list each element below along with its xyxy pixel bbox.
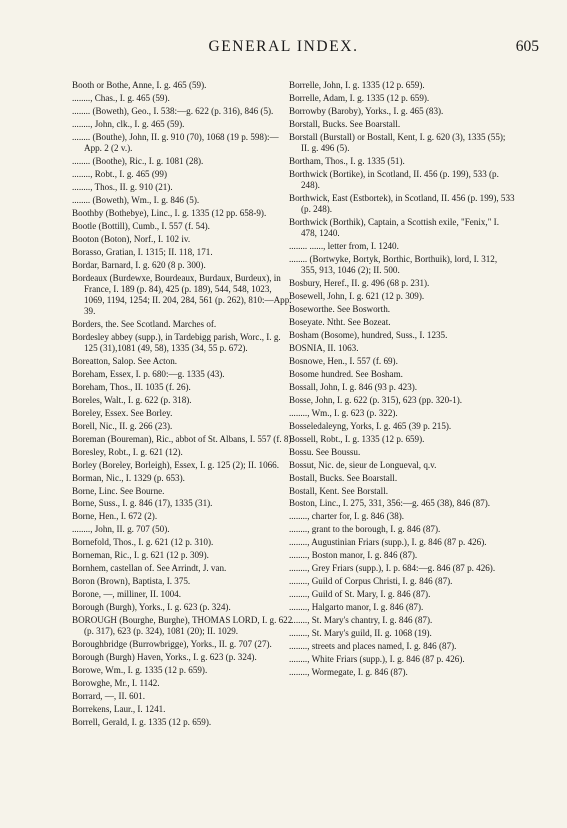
index-entry: ........ (Boweth), Geo., I. 538:—g. 622 (p. 316), 846 (5). [72, 105, 274, 116]
index-entry: ........ (Boothe), Ric., I. g. 1081 (28). [72, 155, 204, 166]
index-entry: Boresley, Robt., I. g. 621 (12). [72, 446, 183, 457]
index-entry: ........, Wm., I. g. 623 (p. 322). [289, 407, 398, 418]
index-entry: Borough (Burgh) Haven, Yorks., I. g. 623 (p. 324). [72, 652, 257, 663]
index-entry: Borrekens, Laur., I. 1241. [72, 703, 166, 714]
index-entry: ........, Guild of Corpus Christi, I. g. 846 (87). [289, 576, 453, 587]
index-entry: ........, John, clk., I. g. 465 (59). [72, 118, 185, 129]
index-entry: ........, Halgarto manor, I. g. 846 (87). [289, 602, 424, 613]
index-entry: ........ (Boweth), Wm., I. g. 846 (5). [72, 194, 200, 205]
index-entry: Borne, Hen., I. 672 (2). [72, 511, 158, 522]
index-entry: Borthwick (Bortike), in Scotland, II. 456 (p. 199), 533 (p. 248). [289, 168, 499, 191]
index-entry: Borowe, Wm., I. g. 1335 (12 p. 659). [72, 665, 208, 676]
index-entry: ........, streets and places named, I. g. 846 (87). [289, 640, 457, 651]
index-entry: Borders, the. See Scotland. Marches of. [72, 318, 217, 329]
index-entry: Bossu. See Boussu. [289, 446, 361, 457]
index-entry: ........ (Bortwyke, Bortyk, Borthic, Borthuik), lord, I. 312, 355, 913, 1046 (2); II. 500. [289, 254, 498, 276]
index-entry: ........, John, II. g. 707 (50). [72, 524, 170, 535]
index-entry: Boothby (Bothebye), Linc., I. g. 1335 (12 pp. 658-9). [72, 207, 267, 218]
index-entry: Borough (Burgh), Yorks., I. g. 623 (p. 324). [72, 602, 231, 613]
index-entry: Bordar, Barnard, I. g. 620 (8 p. 300). [72, 259, 206, 270]
index-entry: ........, St. Mary's guild, II. g. 1068 (19). [289, 628, 432, 638]
index-entry: BOROUGH (Bourghe, Burghe), THOMAS LORD, I. g. 622 (p. 317), 623 (p. 324), 1081 (20); II. 1029. [72, 615, 293, 637]
index-entry: Borstall, Bucks. See Boarstall. [289, 118, 401, 129]
index-entry: Bosseledaleyng, Yorks, I. g. 465 (39 p. 215). [289, 420, 452, 431]
index-entry: Boron (Brown), Baptista, I. 375. [72, 576, 191, 587]
index-entry: Borrowby (Baroby), Yorks., I. g. 465 (83). [289, 105, 444, 116]
index-entry: Borne, Linc. See Bourne. [72, 485, 165, 496]
index-entry: Booth or Bothe, Anne, I. g. 465 (59). [72, 80, 207, 90]
index-entry: Boseworthe. See Bosworth. [289, 304, 391, 315]
index-entry: Boston, Linc., I. 275, 331, 356:—g. 465 (38), 846 (87). [289, 498, 491, 509]
index-entry: Boseyate. Ntht. See Bozeat. [289, 317, 391, 328]
index-entry: ........, Augustinian Friars (supp.), I. g. 846 (87 p. 426). [289, 537, 487, 548]
index-entry: BOSNIA, II. 1063. [289, 343, 359, 354]
index-entry: Boreham, Thos., II. 1035 (f. 26). [72, 381, 191, 392]
index-entry: Bosewell, John, I. g. 621 (12 p. 309). [289, 291, 425, 302]
index-entry: ........, Guild of St. Mary, I. g. 846 (87). [289, 589, 431, 600]
index-entry: Bosbury, Heref., II. g. 496 (68 p. 231). [289, 278, 430, 289]
index-entry: Borrelle, John, I. g. 1335 (12 p. 659). [289, 80, 425, 90]
page-number: 605 [515, 38, 539, 55]
index-entry: Bortham, Thos., I. g. 1335 (51). [289, 155, 405, 166]
index-entry: Borley (Boreley, Borleigh), Essex, I. g. 125 (2); II. 1066. [72, 459, 280, 470]
index-entry: ........, Wormegate, I. g. 846 (87). [289, 666, 408, 677]
index-entry: ........, St. Mary's chantry, I. g. 846 (87). [289, 615, 433, 626]
index-entry: Bordesley abbey (supp.), in Tardebigg parish, Worc., I. g. 125 (31),1081 (49, 58), 1335 (34, 55 p. 672). [72, 331, 281, 354]
index-entry: Borthwick, East (Estbortek), in Scotland, II. 456 (p. 199), 533 (p. 248). [289, 192, 515, 215]
index-entry: Bosse, John, I. g. 622 (p. 315), 623 (pp. 320-1). [289, 394, 463, 405]
index-entry: Bostall, Kent. See Borstall. [289, 485, 389, 496]
index-entry: Bossell, Robt., I. g. 1335 (12 p. 659). [289, 433, 425, 444]
index-entry: ........, White Friars (supp.), I. g. 846 (87 p. 426). [289, 653, 465, 664]
index-entry: ........, Boston manor, I. g. 846 (87). [289, 550, 418, 561]
index-entry: ........, Robt., I. g. 465 (99) [72, 168, 167, 179]
index-entry: Bosham (Bosome), hundred, Suss., I. 1235. [289, 330, 448, 341]
index-entry: Bornefold, Thos., I. g. 621 (12 p. 310). [72, 537, 214, 548]
index-entry: Borasso, Gratian, I. 1315; II. 118, 171. [72, 246, 213, 257]
index-entry: Bosnowe, Hen., I. 557 (f. 69). [289, 355, 398, 366]
index-entry: Bootle (Bottill), Cumb., I. 557 (f. 54). [72, 220, 210, 231]
index-entry: Borrelle, Adam, I. g. 1335 (12 p. 659). [289, 92, 430, 103]
index-entry: Bossall, John, I. g. 846 (93 p. 423). [289, 381, 418, 392]
index-entry: Borrard, —, II. 601. [72, 690, 145, 701]
index-entry: Borneman, Ric., I. g. 621 (12 p. 309). [72, 550, 209, 561]
index-entry: ........ ......, letter from, I. 1240. [289, 241, 399, 252]
index-entry: Boreles, Walt., I. g. 622 (p. 318). [72, 394, 192, 405]
index-entry: ........, grant to the borough, I. g. 846 (87). [289, 524, 441, 535]
index-entry: ........ (Bouthe), John, II. g. 910 (70), 1068 (19 p. 598):—App. 2 (2 v.). [72, 131, 279, 153]
index-entry: Booton (Boton), Norf., I. 102 iv. [72, 233, 191, 244]
index-entry: Borrell, Gerald, I. g. 1335 (12 p. 659). [72, 716, 212, 727]
index-entry: ........, Grey Friars (supp.), I. p. 684:—g. 846 (87 p. 426). [289, 563, 496, 574]
index-entry: Borowghe, Mr., I. 1142. [72, 678, 160, 689]
index-entry: Boreatton, Salop. See Acton. [72, 355, 178, 366]
index-entry: Bordeaux (Burdewxe, Bourdeaux, Burdaux, Burdeux), in France, I. 189 (p. 84), 425 (p. 189), 544, 548, 1023, 1069, 1194, 1254; II. 204, 284, 561 (p. 262), 810:—App. 39. [72, 272, 292, 316]
index-entry: Borthwick (Borthik), Captain, a Scottish exile, "Fenix," I. 478, 1240. [289, 217, 499, 239]
page-title: GENERAL INDEX. [208, 38, 359, 55]
index-column-left [72, 80, 294, 730]
index-entry: Bostall, Bucks. See Boarstall. [289, 472, 398, 483]
index-entry: Bossut, Nic. de, sieur de Longueval, q.v. [289, 459, 437, 470]
index-entry: Boreman (Boureman), Ric., abbot of St. Albans, I. 557 (f. 8). [72, 433, 294, 444]
index-entry: ........, charter for, I. g. 846 (38). [289, 511, 405, 522]
index-entry: Borstall (Burstall) or Bostall, Kent, I. g. 620 (3), 1335 (55); II. g. 496 (5). [289, 131, 506, 153]
page-header [0, 38, 567, 58]
index-entry: Borone, —, milliner, II. 1004. [72, 589, 181, 600]
index-column-right [289, 80, 515, 680]
index-entry: ........, Thos., II. g. 910 (21). [72, 181, 173, 192]
index-entry: Borman, Nic., I. 1329 (p. 653). [72, 472, 185, 483]
index-entry: Bosome hundred. See Bosham. [289, 368, 403, 379]
index-entry: Boroughbridge (Burrowbrigge), Yorks., II. g. 707 (27). [72, 639, 272, 650]
index-entry: Bornhem, castellan of. See Arrindt, J. van. [72, 563, 227, 574]
index-entry: Boreham, Essex, I. p. 680:—g. 1335 (43). [72, 368, 225, 379]
index-entry: Boreley, Essex. See Borley. [72, 407, 173, 418]
index-entry: Borne, Suss., I. g. 846 (17), 1335 (31). [72, 498, 213, 509]
index-entry: Borell, Nic., II. g. 266 (23). [72, 420, 173, 431]
index-entry: ........, Chas., I. g. 465 (59). [72, 92, 170, 103]
